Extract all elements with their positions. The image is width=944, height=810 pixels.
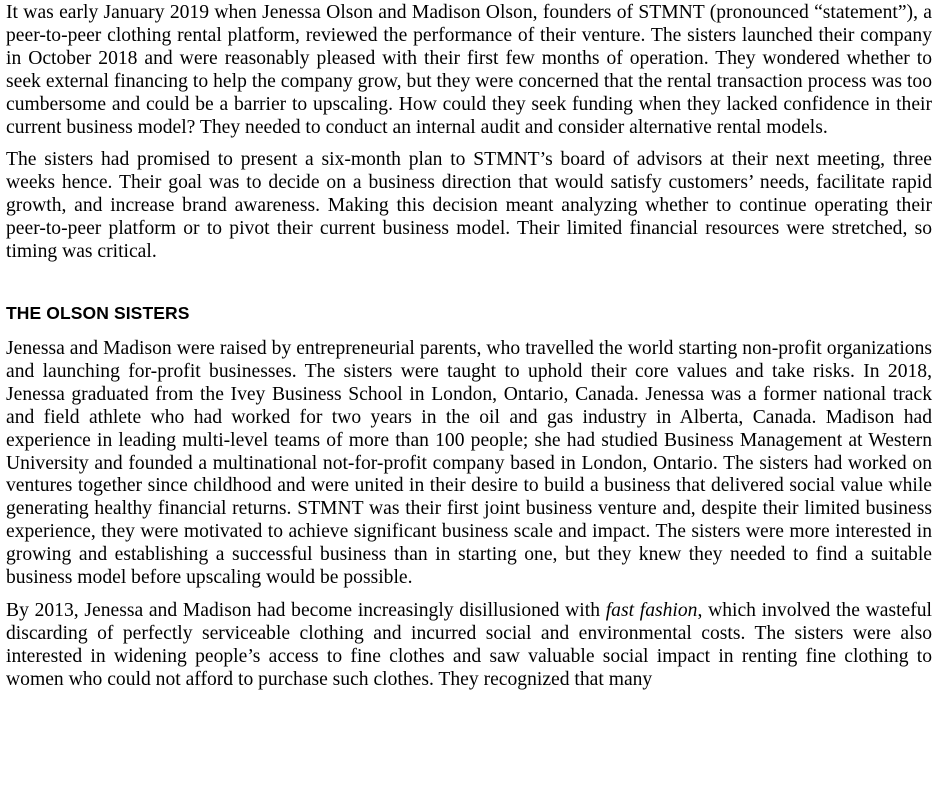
paragraph-fast-fashion-before: By 2013, Jenessa and Madison had become increasingly disillusioned with [6,599,606,621]
paragraph-fast-fashion [6,600,932,692]
paragraph-fast-fashion-after: , which involved the wasteful discarding of perfectly serviceable clothing and incurred social and environmental costs. The sisters were also interested in widening people’s access to fine clothes and saw valuable social impact in renting fine clothing to women who could not afford to purchase such clothes. They recognized that many [6,599,932,690]
document-page [6,2,932,692]
paragraph-intro-2: The sisters had promised to present a six-month plan to STMNT’s board of advisors at their next meeting, three weeks hence. Their goal was to decide on a business direction that would satisfy customers’ needs, facilitate rapid growth, and increase brand awareness. Making this decision meant analyzing whether to continue operating their peer-to-peer platform or to pivot their current business model. Their limited financial resources were stretched, so timing was critical. [6,149,932,263]
paragraph-intro-1: It was early January 2019 when Jenessa Olson and Madison Olson, founders of STMNT (pronounced “statement”), a peer-to-peer clothing rental platform, reviewed the performance of their venture. The sisters launched their company in October 2018 and were reasonably pleased with their first few months of operation. They wondered whether to seek external financing to help the company grow, but they were concerned that the rental transaction process was too cumbersome and could be a barrier to upscaling. How could they seek funding when they lacked confidence in their current business model? They needed to conduct an internal audit and consider alternative rental models. [6,2,932,138]
paragraph-olson-sisters: Jenessa and Madison were raised by entrepreneurial parents, who travelled the world starting non-profit organizations and launching for-profit businesses. The sisters were taught to uphold their core values and take risks. In 2018, Jenessa graduated from the Ivey Business School in London, Ontario, Canada. Jenessa was a former national track and field athlete who had worked for two years in the oil and gas industry in Alberta, Canada. Madison had experience in leading multi-level teams of more than 100 people; she had studied Business Management at Western University and founded a multinational not-for-profit company based in London, Ontario. The sisters had worked on ventures together since childhood and were united in their desire to build a business that delivered social value while generating healthy financial returns. STMNT was their first joint business venture and, despite their limited business experience, they were motivated to achieve significant business scale and impact. The sisters were more interested in growing and establishing a successful business than in starting one, but they knew they needed to find a suitable business model before upscaling would be possible. [6,337,932,589]
section-heading: THE OLSON SISTERS [6,302,190,323]
fast-fashion-term: fast fashion [605,599,698,621]
